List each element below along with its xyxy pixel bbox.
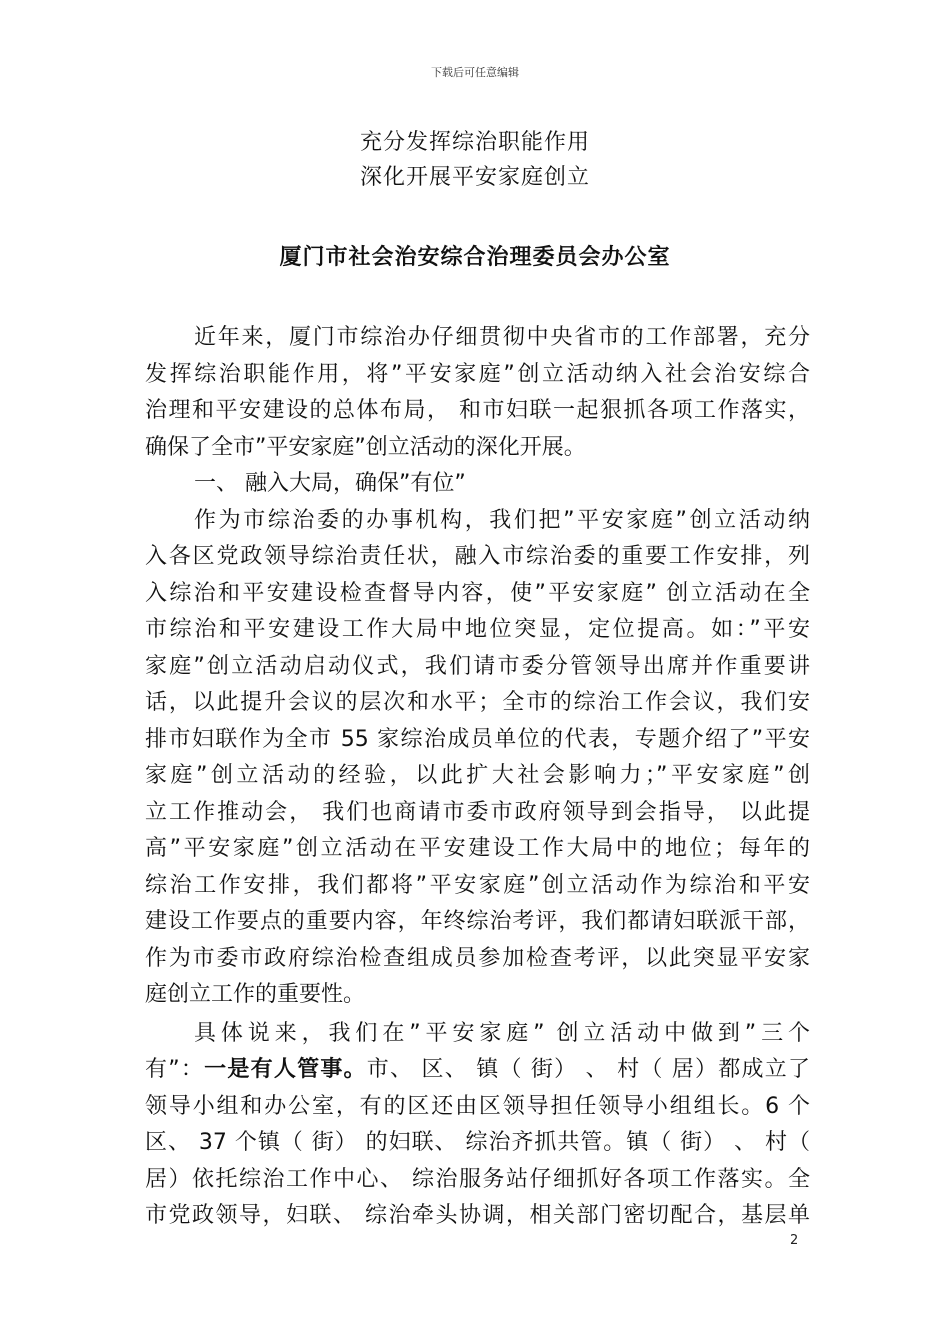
organization-heading: 厦门市社会治安综合治理委员会办公室: [279, 245, 671, 270]
paragraph-line-with-emphasis: [145, 1052, 810, 1089]
paragraph-line: 近年来，厦门市综治办仔细贯彻中央省市的工作部署，充分: [194, 325, 810, 350]
header-note: 下载后可任意编辑: [431, 66, 519, 79]
paragraph-line: 家庭”创立活动启动仪式，我们请市委分管领导出席并作重要讲: [145, 653, 810, 679]
paragraph-line: 具体说来，我们在”平安家庭” 创立活动中做到”三个: [194, 1020, 810, 1046]
paragraph-line: 治理和平安建设的总体布局， 和市妇联一起狠抓各项工作落实，: [145, 398, 810, 423]
paragraph-line: 家庭”创立活动的经验，以此扩大社会影响力；”平安家庭”创: [145, 763, 810, 788]
emphasis-text: 一是有人管事。: [204, 1057, 367, 1082]
paragraph-line: 立工作推动会， 我们也商请市委市政府领导到会指导， 以此提: [145, 799, 810, 825]
paragraph-line: 作为市综治委的办事机构，我们把”平安家庭”创立活动纳: [194, 507, 810, 533]
paragraph-line: 建设工作要点的重要内容，年终综治考评，我们都请妇联派干部，: [145, 909, 810, 934]
paragraph-line: 入各区党政领导综治责任状，融入市综治委的重要工作安排，列: [145, 544, 810, 569]
line-rest: 市、 区、 镇（ 街） 、 村（ 居）都成立了: [366, 1057, 810, 1082]
section-heading: 一、 融入大局，确保”有位”: [194, 471, 466, 496]
paragraph-line: 领导小组和办公室，有的区还由区领导担任领导小组组长。6 个: [145, 1093, 810, 1119]
paragraph-line: 市综治和平安建设工作大局中地位突显，定位提高。如：”平安: [145, 617, 810, 642]
paragraph-line: 排市妇联作为全市 55 家综治成员单位的代表，专题介绍了”平安: [145, 726, 810, 752]
page-number: 2: [790, 1233, 799, 1248]
paragraph-line: 话，以此提升会议的层次和水平；全市的综治工作会议，我们安: [145, 690, 810, 715]
paragraph-line: 综治工作安排，我们都将”平安家庭”创立活动作为综治和平安: [145, 872, 810, 898]
paragraph-line: 居）依托综治工作中心、 综治服务站仔细抓好各项工作落实。全: [145, 1166, 810, 1192]
paragraph-line: 发挥综治职能作用，将”平安家庭”创立活动纳入社会治安综合: [145, 361, 810, 387]
paragraph-line: 作为市委市政府综治检查组成员参加检查考评，以此突显平安家: [145, 945, 810, 971]
body-text: [145, 320, 810, 1235]
paragraph-line: 庭创立工作的重要性。: [145, 982, 366, 1007]
paragraph-line: 高”平安家庭”创立活动在平安建设工作大局中的地位；每年的: [145, 836, 811, 861]
paragraph-line: 确保了全市”平安家庭”创立活动的深化开展。: [145, 434, 586, 460]
title-line-1: 充分发挥综治职能作用: [359, 130, 590, 155]
line-prefix: 有”：: [145, 1057, 205, 1082]
title-line-2: 深化开展平安家庭创立: [359, 165, 590, 190]
paragraph-line: 入综治和平安建设检查督导内容，使”平安家庭” 创立活动在全: [145, 580, 810, 606]
paragraph-line: 市党政领导，妇联、 综治牵头协调，相关部门密切配合，基层单: [145, 1203, 810, 1228]
paragraph-line: 区、 37 个镇（ 街） 的妇联、 综治齐抓共管。镇（ 街） 、 村（: [145, 1130, 810, 1155]
